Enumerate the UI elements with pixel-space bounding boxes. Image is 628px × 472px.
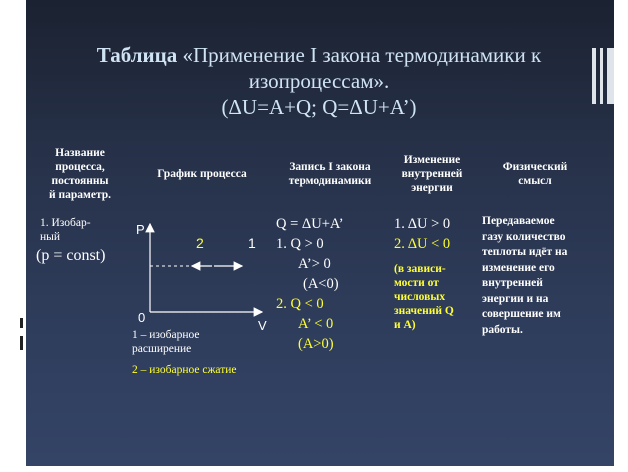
energy-note: (в зависи- мости от числовых значений Q и A) [394,263,454,331]
axis-x-label: V [258,318,267,333]
energy-column: 1. ΔU > 0 2. ΔU < 0 [394,216,451,252]
title-formula: (ΔU=A+Q; Q=ΔU+A’) [221,95,417,119]
edge-mark-bottom [20,336,23,350]
header-energy: Изменение внутренней энергии [401,154,463,194]
header-meaning: Физический смысл [502,161,568,187]
pv-graph [130,216,270,336]
header-name: Название процесса, постоянны й параметр. [48,147,112,201]
process-name: 1. Изобар- ный [40,217,91,243]
label-2: 2 [196,235,204,251]
title-bold: Таблица [96,43,178,67]
slide [26,0,614,466]
title-rest: «Применение I закона термодинамики к изопроцессам». [177,43,542,93]
graph-caption-2: 2 – изобарное сжатие [132,364,237,376]
law-column: Q = ΔU+A’ 1. Q > 0 A’> 0 (A<0) 2. Q < 0 A’ < 0 (A>0) [276,216,344,352]
axis-y-label: P [136,222,145,237]
header-law: Запись I закона термодинамики [288,161,372,187]
edge-mark-top [20,318,23,328]
slide-title [34,42,604,120]
origin-label: 0 [138,310,146,325]
header-graph: График процесса [157,168,247,180]
graph-caption-1: 1 – изобарное расширение [132,329,200,355]
label-1: 1 [248,235,256,251]
meaning-column: Передаваемое газу количество теплоты идёт на изменение его внутренней энергии и на совершение им работы. [482,215,568,336]
process-param: (p = const) [36,247,106,264]
